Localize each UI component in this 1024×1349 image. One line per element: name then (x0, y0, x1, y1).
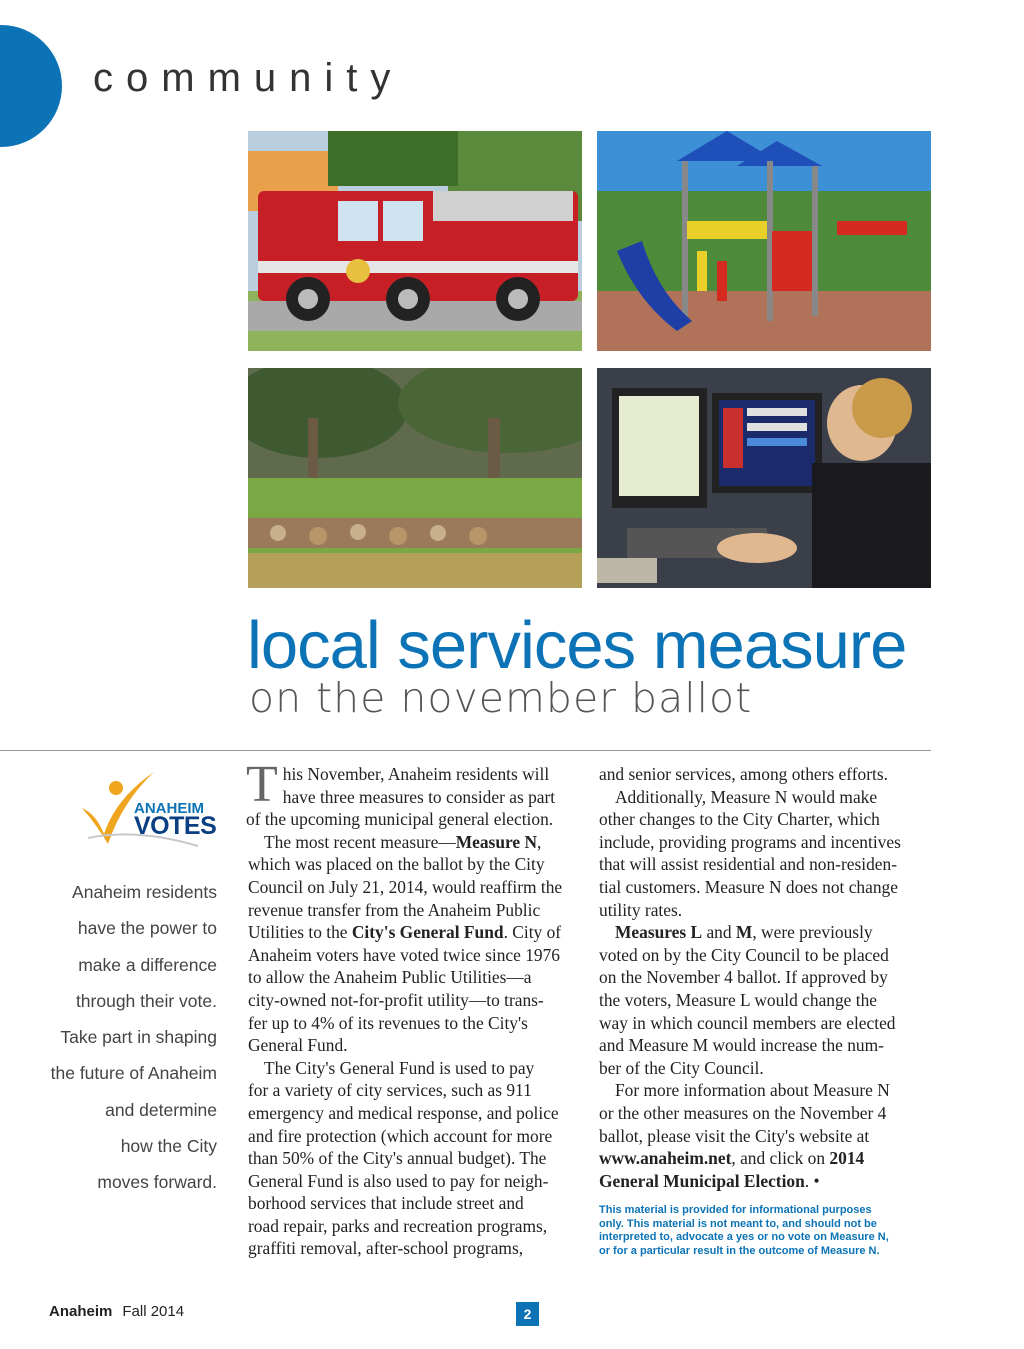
disclaimer-line: or for a particular result in the outcome of Measure N. (599, 1244, 880, 1257)
footer-issue: Fall 2014 (122, 1303, 185, 1320)
text-line: than 50% of the City's annual budget). The (248, 1148, 547, 1169)
paragraph (599, 1079, 932, 1192)
text-line: voted on by the City Council to be placed (599, 944, 889, 965)
fire-truck-photo (248, 131, 582, 351)
divider (0, 750, 931, 751)
quote-line: have the power to (77, 918, 217, 939)
text-line: that will assist residential and non-residen- (599, 854, 897, 875)
text-line: road repair, parks and recreation programs, (248, 1215, 548, 1236)
emphasis: Measures L (615, 922, 703, 943)
text-line: General Fund. (248, 1035, 348, 1056)
section-label: community (93, 56, 404, 100)
drop-cap: T (246, 756, 278, 813)
disclaimer-line: only. This material is not meant to, and should not be (599, 1217, 877, 1230)
article-column-2 (599, 763, 932, 1192)
park-photo (248, 368, 582, 588)
playground-photo (597, 131, 931, 351)
sidebar-quote (40, 874, 217, 1201)
paragraph (248, 831, 581, 1057)
text-line: The most recent measure—Measure N, (264, 831, 542, 852)
quote-line: how the City (120, 1136, 217, 1157)
paragraph (599, 763, 932, 786)
article-column-1 (246, 756, 581, 1260)
website-link[interactable]: www.anaheim.net (599, 1148, 732, 1169)
quote-line: the future of Anaheim (50, 1063, 217, 1084)
text-line: have three measures to consider as part (282, 786, 556, 807)
text-line: or the other measures on the November 4 (599, 1102, 887, 1123)
text-line: to allow the Anaheim Public Utilities—a (248, 967, 532, 988)
text-line: on the November 4 ballot. If approved by (599, 967, 888, 988)
text-line: include, providing programs and incentives (599, 831, 901, 852)
text-line: and fire protection (which account for more (248, 1125, 553, 1146)
emphasis: Measure N (455, 831, 538, 852)
text-line: utility rates. (599, 899, 683, 920)
disclaimer (599, 1204, 939, 1258)
paragraph (599, 786, 932, 922)
section-marker-circle (0, 25, 62, 147)
text-line: of the upcoming municipal general election. (246, 809, 554, 830)
text-line: Anaheim voters have voted twice since 1976 (248, 944, 560, 965)
disclaimer-line: This material is provided for informational purposes (599, 1204, 872, 1216)
disclaimer-line: interpreted to, advocate a yes or no vote on Measure N, (599, 1231, 889, 1243)
text-line: General Fund is also used to pay for neigh- (248, 1170, 549, 1191)
text-line: ber of the City Council. (599, 1057, 764, 1078)
text-line: borhood services that include street and (248, 1193, 524, 1214)
text-line: his November, Anaheim residents will (282, 764, 550, 784)
page-number: 2 (516, 1302, 539, 1326)
footer-brand: Anaheim (49, 1303, 113, 1320)
dispatcher-photo (597, 368, 931, 588)
anaheim-votes-logo (78, 768, 218, 853)
text-line: Measures L and M, were previously (615, 922, 873, 943)
paragraph (246, 756, 581, 831)
quote-line: make a difference (78, 954, 217, 975)
text-line: and Measure M would increase the num- (599, 1035, 884, 1056)
quote-line: moves forward. (97, 1172, 217, 1193)
paragraph (599, 921, 932, 1079)
quote-line: through their vote. (75, 990, 217, 1011)
text-line: revenue transfer from the Anaheim Public (248, 899, 541, 920)
article-subtitle: on the november ballot (249, 674, 753, 722)
logo-text-votes: VOTES (134, 812, 217, 840)
text-line: other changes to the City Charter, which (599, 809, 880, 830)
emphasis: M (735, 922, 753, 943)
emphasis: 2014 (829, 1148, 865, 1169)
text-line: graffiti removal, after-school programs, (248, 1238, 524, 1259)
text-line: the voters, Measure L would change the (599, 989, 877, 1010)
text-line: city-owned not-for-profit utility—to trans- (248, 989, 544, 1010)
text-line: The City's General Fund is used to pay (264, 1057, 535, 1078)
quote-line: and determine (105, 1099, 217, 1120)
text-line: fer up to 4% of its revenues to the City's (248, 1012, 528, 1033)
text-line: emergency and medical response, and police (248, 1102, 559, 1123)
article-title: local services measure (247, 608, 907, 683)
text-line: and senior services, among others efforts. (599, 764, 888, 784)
text-line: www.anaheim.net, and click on 2014 (599, 1148, 865, 1169)
text-line: Council on July 21, 2014, would reaffirm the (248, 876, 563, 897)
text-line: Additionally, Measure N would make (615, 786, 878, 807)
logo-text-anaheim: ANAHEIM (134, 800, 204, 817)
text-line: ballot, please visit the City's website at (599, 1125, 870, 1146)
footer (49, 1303, 184, 1320)
text-line: which was placed on the ballot by the City (248, 854, 545, 875)
text-line: Utilities to the City's General Fund. City of (248, 922, 562, 943)
quote-line: Take part in shaping (60, 1027, 217, 1048)
text-line: tial customers. Measure N does not change (599, 876, 898, 897)
emphasis: City's General Fund (351, 922, 504, 943)
emphasis: General Municipal Election (599, 1170, 805, 1191)
text-line: For more information about Measure N (615, 1080, 890, 1101)
text-line: General Municipal Election. • (599, 1170, 820, 1191)
quote-line: Anaheim residents (72, 882, 217, 902)
text-line: way in which council members are elected (599, 1012, 896, 1033)
text-line: for a variety of city services, such as 911 (248, 1080, 532, 1101)
paragraph (248, 1057, 581, 1260)
